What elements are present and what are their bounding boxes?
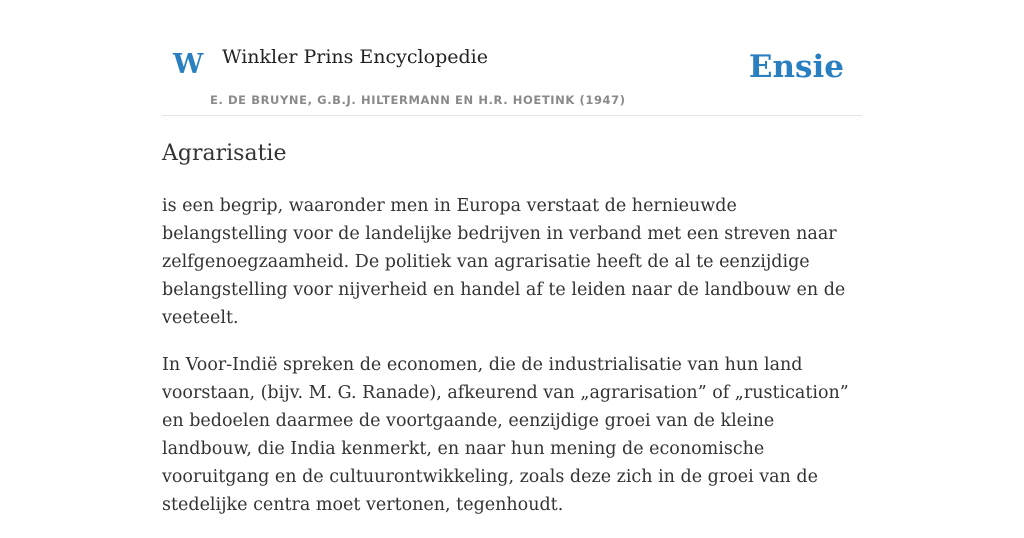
entry-body xyxy=(162,192,862,538)
entry-paragraph: In Voor-Indië spreken de economen, die de industrialisatie van hun land voorstaan, (bijv. M. G. Ranade), afkeurend van „agrarisation” of „rustication” en bedoelen daarmee de voortgaande, eenzijdige groei van de kleine landbouw, die India kenmerkt, en naar hun mening de economische vooruitgang en de cultuurontwikkeling, zoals deze zich in de groei van de stedelijke centra moet vertonen, tegenhoudt. xyxy=(162,355,849,515)
page xyxy=(162,0,862,515)
authors-line: E. DE BRUYNE, G.B.J. HILTERMANN EN H.R. HOETINK (1947) xyxy=(210,93,626,107)
entry-paragraph: is een begrip, waaronder men in Europa verstaat de hernieuwde belangstelling voor de landelijke bedrijven in verband met een streven naar zelfgenoegzaamheid. De politiek van agrarisatie heeft de al te eenzijdige belangstelling voor nijverheid en handel af te leiden naar de landbouw en de veeteelt. xyxy=(162,196,846,328)
entry-title: Agrarisatie xyxy=(162,141,287,166)
ensie-logo[interactable]: Ensie xyxy=(748,49,844,85)
winkler-prins-logo[interactable]: W xyxy=(173,49,204,80)
encyclopedia-title[interactable]: Winkler Prins Encyclopedie xyxy=(222,46,488,68)
site-header xyxy=(162,0,862,116)
